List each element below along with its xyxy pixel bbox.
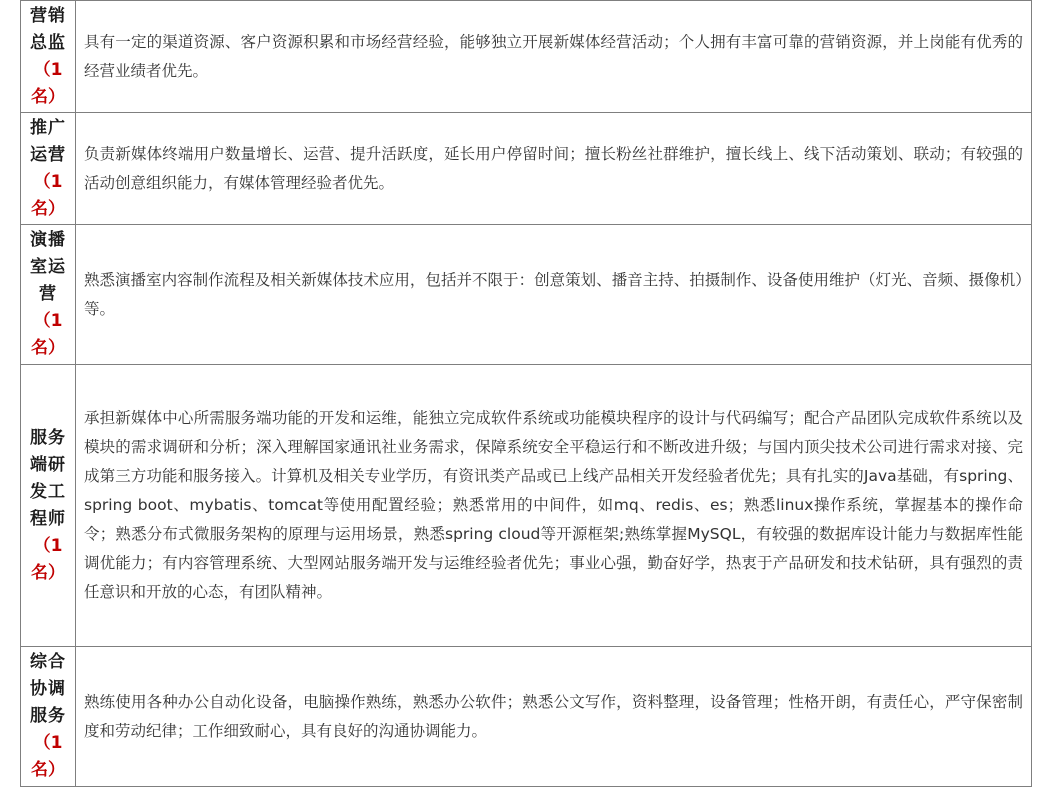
position-title-line: 演播 xyxy=(30,230,66,250)
position-title-line: 协调 xyxy=(30,679,66,699)
position-title-line: 程师 xyxy=(30,508,66,529)
headcount-close: 名） xyxy=(31,86,65,107)
position-title-cell xyxy=(21,365,76,647)
headcount-open: （1 xyxy=(33,311,63,331)
position-title-line: 营销 xyxy=(30,5,66,26)
position-description: 负责新媒体终端用户数量增长、运营、提升活跃度，延长用户停留时间；擅长粉丝社群维护，擅长线上、线下活动策划、联动；有较强的活动创意组织能力，有媒体管理经验者优先。 xyxy=(76,113,1032,225)
position-title-line: 综合 xyxy=(30,652,66,672)
table-row xyxy=(21,113,1032,225)
table-row xyxy=(21,365,1032,647)
job-positions-table xyxy=(20,0,1032,787)
table-row xyxy=(21,1,1032,113)
position-title-line: 室运 xyxy=(30,257,66,277)
headcount-close: 名） xyxy=(31,198,65,219)
headcount-open: （1 xyxy=(33,171,63,192)
position-description: 具有一定的渠道资源、客户资源积累和市场经营经验，能够独立开展新媒体经营活动；个人拥有丰富可靠的营销资源，并上岗能有优秀的经营业绩者优先。 xyxy=(76,1,1032,113)
position-title-line: 端研 xyxy=(30,454,66,475)
position-description: 熟练使用各种办公自动化设备，电脑操作熟练，熟悉办公软件；熟悉公文写作，资料整理，设备管理；性格开朗，有责任心，严守保密制度和劳动纪律；工作细致耐心，具有良好的沟通协调能力。 xyxy=(76,647,1032,787)
position-title-line: 发工 xyxy=(30,481,66,502)
position-title-cell xyxy=(21,1,76,113)
position-title-cell xyxy=(21,113,76,225)
headcount-open: （1 xyxy=(33,59,63,80)
position-title-line: 推广 xyxy=(30,117,66,138)
headcount-open: （1 xyxy=(33,733,63,753)
position-title-line: 运营 xyxy=(30,144,66,165)
position-title-cell xyxy=(21,225,76,365)
headcount-open: （1 xyxy=(33,535,63,556)
table-row xyxy=(21,647,1032,787)
headcount-close: 名） xyxy=(31,760,65,780)
position-description: 熟悉演播室内容制作流程及相关新媒体技术应用，包括并不限于：创意策划、播音主持、拍摄制作、设备使用维护（灯光、音频、摄像机）等。 xyxy=(76,225,1032,365)
position-title-line: 服务 xyxy=(30,427,66,448)
position-title-cell xyxy=(21,647,76,787)
headcount-close: 名） xyxy=(31,562,65,583)
position-title-line: 总监 xyxy=(30,32,66,53)
position-title-line: 服务 xyxy=(30,706,66,726)
headcount-close: 名） xyxy=(31,338,65,358)
position-description: 承担新媒体中心所需服务端功能的开发和运维，能独立完成软件系统或功能模块程序的设计与代码编写；配合产品团队完成软件系统以及模块的需求调研和分析；深入理解国家通讯社业务需求，保障系统安全平稳运行和不断改进升级；与国内顶尖技术公司进行需求对接、完成第三方功能和服务接入。计算机及相关专业学历，有资讯类产品或已上线产品相关开发经验者优先；具有扎实的Java基础，有spring、spring boot、mybatis、tomcat等使用配置经验；熟悉常用的中间件，如mq、redis、es；熟悉linux操作系统，掌握基本的操作命令；熟悉分布式微服务架构的原理与运用场景，熟悉spring cloud等开源框架;熟练掌握MySQL，有较强的数据库设计能力与数据库性能调优能力；有内容管理系统、大型网站服务端开发与运维经验者优先；事业心强，勤奋好学，热衷于产品研发和技术钻研，具有强烈的责任意识和开放的心态，有团队精神。 xyxy=(76,365,1032,647)
table-row xyxy=(21,225,1032,365)
position-title-line: 营 xyxy=(39,284,57,304)
